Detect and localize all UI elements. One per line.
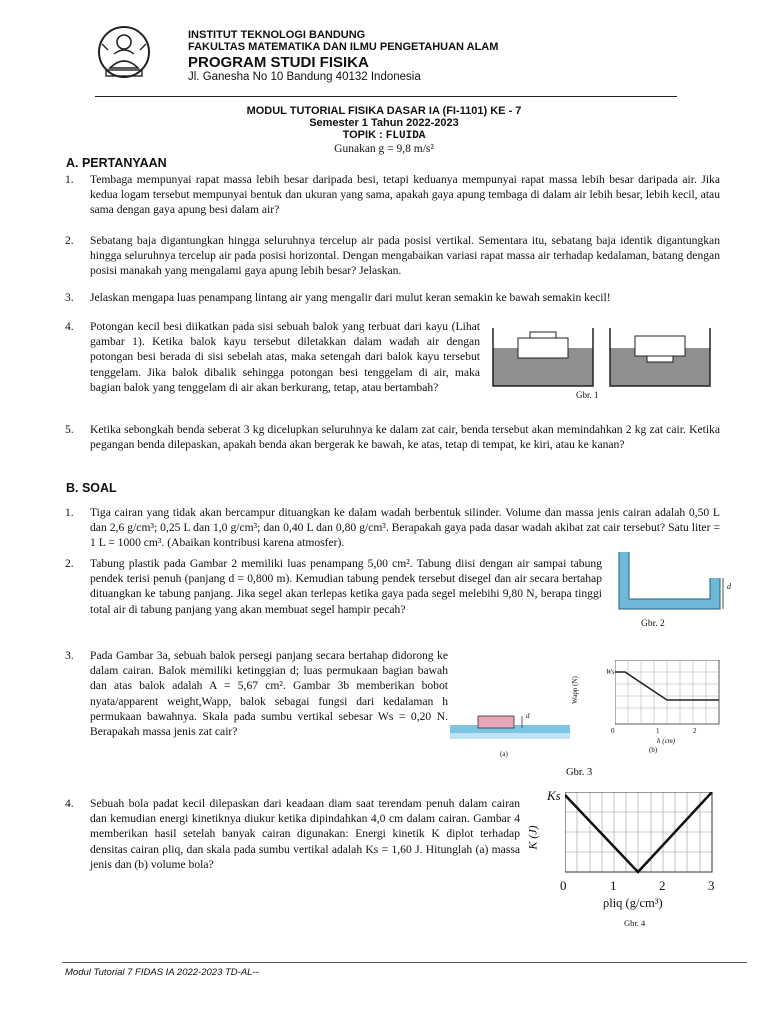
institute-name: INSTITUT TEKNOLOGI BANDUNG <box>188 29 366 41</box>
figure-4 <box>525 786 725 936</box>
figure-4-x2: 2 <box>659 878 666 893</box>
question-text: Potongan kecil besi diikatkan pada sisi sebuah balok yang terbuat dari kayu (Lihat gambar 1). Ketika balok kayu tersebut diletakkan dalam wadah air dengan potongan besi berada di sisi sebelah atas, maka setengah dari balok kayu tersebut tenggelam. Jika balok dibalik sehingga potongan besi tenggelam di air, maka bagian balok yang tenggelam di air akan berkurang, tetap, atau bertambah? <box>90 320 480 394</box>
figure-2-d-label: d <box>727 582 731 591</box>
question-text: Ketika sebongkah benda seberat 3 kg dicelupkan seluruhnya ke dalam zat cair, benda tersebut akan memindahkan 2 kg zat cair. Ketika pegangan benda dilepaskan, apakah benda akan bergerak ke bawah, ke atas, tetap di tempat, ke kiri, atau ke kanan? <box>90 423 720 452</box>
figure-3b-label: (b) <box>649 746 658 754</box>
address: Jl. Ganesha No 10 Bandung 40132 Indonesia <box>188 71 421 83</box>
question-number: 1. <box>65 173 74 186</box>
figure-3a-label: (a) <box>500 750 508 758</box>
question-number: 5. <box>65 423 74 436</box>
problem-text: Tabung plastik pada Gambar 2 memiliki luas penampang 5,00 cm². Tabung diisi dengan air sampai tabung pendek terisi penuh (panjang d = 0,800 m). Kemudian tabung pendek tersebut disegel dan air secara bertahap dituangkan ke tabung panjang. Jika segel akan terlepas ketika gaya pada segel melebihi 9,80 N, berapa tinggi total air di tabung panjang yang akan membuat segel hampir pecah? <box>90 557 602 616</box>
figure-3a-d-label: d <box>526 712 530 720</box>
figure-2-caption: Gbr. 2 <box>641 619 665 629</box>
question-number: 2. <box>65 234 74 247</box>
figure-1 <box>488 320 728 402</box>
question-text: Jelaskan mengapa luas penampang lintang air yang mengalir dari mulut keran semakin ke bawah semakin kecil! <box>90 291 611 304</box>
problem-text: Tiga cairan yang tidak akan bercampur dituangkan ke dalam wadah berbentuk silinder. Volume dan massa jenis cairan adalah 0,50 L dan 2,6 g/cm³; 0,25 L dan 1,0 g/cm³; dan 0,40 L dan 0,80 g/cm³. Berapakah gaya pada dasar wadah akibat zat cair tersebut? Satu liter = 1 L = 1000 cm³. (Abaikan kontribusi karena atmosfer). <box>90 506 720 550</box>
figure-3b-plot <box>615 660 721 732</box>
section-a-heading: A. PERTANYAAN <box>66 156 167 170</box>
section-b-heading: B. SOAL <box>66 481 117 495</box>
topic-label: TOPIK : <box>342 129 386 141</box>
figure-3b-xlabel: h (cm) <box>657 737 676 745</box>
figure-4-x0: 0 <box>560 878 567 893</box>
figure-3a <box>450 712 580 762</box>
figure-3b-x2: 2 <box>693 727 697 735</box>
figure-3a-drawing <box>450 712 570 742</box>
problem-text: Sebuah bola padat kecil dilepaskan dari keadaan diam saat terendam penuh dalam cairan dan kemudian energi kinetiknya diukur ketika dipindahkan 4,0 cm dalam cairan. Gambar 4 memberikan hasil setelah banyak cairan digunakan: Energi kinetik K diplot terhadap densitas cairan ρliq, dan skala pada sumbu vertikal adalah Ks = 1,60 J. Hitunglah (a) massa jenis dan (b) volume bola? <box>90 797 520 871</box>
figure-1-drawing <box>488 320 728 402</box>
module-title: MODUL TUTORIAL FISIKA DASAR IA (FI-1101) KE - 7 <box>246 105 522 117</box>
footer-text: Modul Tutorial 7 FIDAS IA 2022-2023 TD-AL-- <box>65 967 259 978</box>
figure-2 <box>615 552 731 632</box>
figure-4-ylabel: K (J) <box>525 825 540 850</box>
figure-4-xlabel: ρliq (g/cm³) <box>603 896 663 910</box>
figure-4-ks-label: Ks <box>547 788 561 803</box>
figure-3b <box>570 660 725 760</box>
gravity-note: Gunakan g = 9,8 m/s² <box>334 143 434 155</box>
question-text: Tembaga mempunyai rapat massa lebih besar daripada besi, tetapi keduanya mempunyai rapat massa lebih besar daripada air. Jika kedua logam tersebut mempunyai bentuk dan ukuran yang sama, apakah gaya apung tembaga di dalam air lebih besar, lebih kecil, atau sama dengan gaya apung besi dalam air? <box>90 173 720 217</box>
question-number: 3. <box>65 291 74 304</box>
figure-2-drawing <box>615 552 725 618</box>
figure-3b-ylabel: Wapp (N) <box>570 676 579 704</box>
itb-logo <box>96 24 152 82</box>
program-name: PROGRAM STUDI FISIKA <box>188 54 369 71</box>
faculty-name: FAKULTAS MATEMATIKA DAN ILMU PENGETAHUAN ALAM <box>188 41 499 53</box>
problem-number: 4. <box>65 797 74 810</box>
figure-1-caption: Gbr. 1 <box>576 390 599 400</box>
figure-3-caption: Gbr. 3 <box>566 767 593 778</box>
question-text: Sebatang baja digantungkan hingga seluruhnya tercelup air pada posisi vertikal. Sementara itu, sebatang baja identik digantungkan hingga seluruhnya tercelup air pada posisi horizontal. Dengan mengabaikan variasi rapat massa air terhadap kedalaman, batang dengan posisi manakah yang mengalami gaya apung lebih besar? Jelaskan. <box>90 234 720 278</box>
figure-3b-x1: 1 <box>656 727 660 735</box>
topic-value: FLUIDA <box>385 130 426 142</box>
figure-3b-ws-label: Ws <box>606 668 615 676</box>
figure-4-plot <box>565 792 717 876</box>
figure-4-x3: 3 <box>708 878 715 893</box>
figure-3b-x0: 0 <box>611 727 615 735</box>
module-topic <box>0 129 768 142</box>
problem-text: Pada Gambar 3a, sebuah balok persegi panjang secara bertahap didorong ke dalam cairan. Balok memiliki ketinggian d; luas permukaan bagian bawah dan atas balok adalah A = 5,67 cm². Gambar 3b memberikan bobot nyata/apparent weight,Wapp, balok sebagai fungsi dari kedalaman h permukaan bawahnya. Skala pada sumbu vertikal sebesar Ws = 0,20 N. Berapakah massa jenis zat cair? <box>90 649 448 739</box>
module-semester: Semester 1 Tahun 2022-2023 <box>309 117 459 129</box>
header-divider <box>95 96 677 97</box>
problem-number: 2. <box>65 557 74 570</box>
figure-4-x1: 1 <box>610 878 617 893</box>
problem-number: 3. <box>65 649 74 662</box>
footer-divider <box>62 962 747 963</box>
figure-4-caption: Gbr. 4 <box>624 918 646 928</box>
problem-number: 1. <box>65 506 74 519</box>
question-number: 4. <box>65 320 74 333</box>
